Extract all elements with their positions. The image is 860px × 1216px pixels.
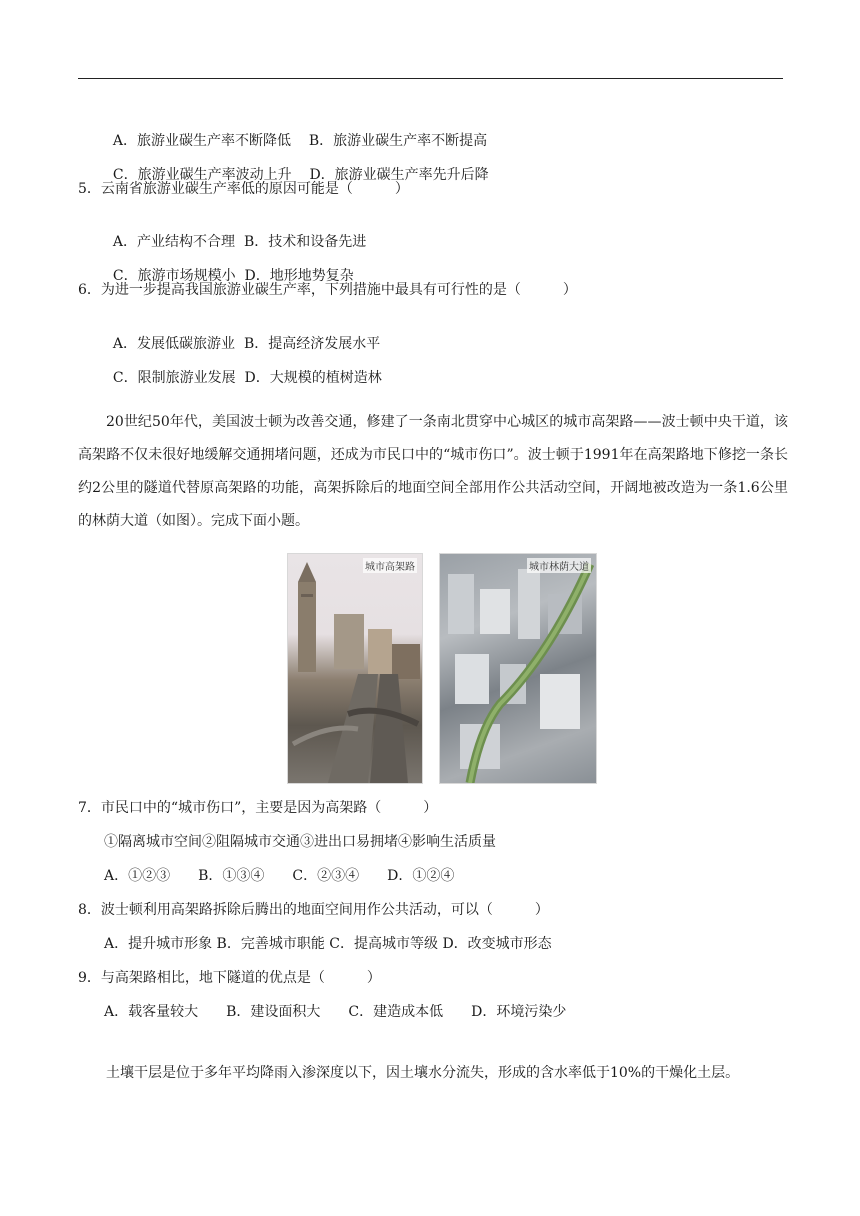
q5-option-c[interactable]: C．旅游市场规模小 (112, 268, 236, 284)
header-rule (78, 78, 783, 79)
q5-option-a[interactable]: A．产业结构不合理 (112, 234, 236, 250)
q8-options[interactable]: A．提升城市形象 B．完善城市职能 C．提高城市等级 D．改变城市形态 (104, 936, 552, 952)
q6-option-b[interactable]: B．提高经济发展水平 (243, 336, 381, 352)
elevated-road-photo (287, 553, 423, 784)
q5-stem: 5．云南省旅游业碳生产率低的原因可能是（ ） (78, 181, 409, 197)
elevated-road-caption: 城市高架路 (363, 558, 417, 573)
q9-stem: 9．与高架路相比，地下隧道的优点是（ ） (78, 970, 381, 986)
q7-stem: 7．市民口中的“城市伤口”，主要是因为高架路（ ） (78, 800, 438, 816)
passage-boston: 20世纪50年代，美国波士顿为改善交通，修建了一条南北贯穿中心城区的城市高架路——波士顿中央干道，该高架路不仅未很好地缓解交通拥堵问题，还成为市民口中的“城市伤口”。波士顿于1991年在高架路地下修挖一条长约2公里的隧道代替原高架路的功能，高架拆除后的地面空间全部用作公共活动空间，开阔地被改造为一条1.6公里的林荫大道（如图）。完成下面小题。 (78, 414, 788, 529)
greenway-caption: 城市林荫大道 (527, 558, 591, 573)
q5-option-d[interactable]: D．地形地势复杂 (244, 268, 354, 284)
passage-soil: 土壤干层是位于多年平均降雨入渗深度以下，因土壤水分流失，形成的含水率低于10%的干燥化土层。 (106, 1065, 740, 1081)
q7-statements: ①隔离城市空间②阻隔城市交通③进出口易拥堵④影响生活质量 (104, 834, 496, 850)
q5-option-b[interactable]: B．技术和设备先进 (243, 234, 367, 250)
q6-option-d[interactable]: D．大规模的植树造林 (244, 370, 382, 386)
q9-options[interactable]: A．载客量较大 B．建设面积大 C．建造成本低 D．环境污染少 (104, 1004, 567, 1020)
q4-option-c[interactable]: C．旅游业碳生产率波动上升 (112, 167, 292, 183)
q6-option-a[interactable]: A．发展低碳旅游业 (112, 336, 236, 352)
q4-option-b[interactable]: B．旅游业碳生产率不断提高 (308, 133, 488, 149)
q7-options[interactable]: A．①②③ B．①③④ C．②③④ D．①②④ (104, 868, 455, 884)
q8-stem: 8．波士顿利用高架路拆除后腾出的地面空间用作公共活动，可以（ ） (78, 902, 549, 918)
q6-option-c[interactable]: C．限制旅游业发展 (112, 370, 236, 386)
boston-figure (286, 553, 596, 783)
q6-option-row-2 (104, 348, 382, 388)
elevated-road-drawing (288, 554, 422, 783)
q4-option-a[interactable]: A．旅游业碳生产率不断降低 (112, 133, 292, 149)
greenway-photo (439, 553, 597, 784)
greenway-drawing (440, 554, 596, 783)
q6-stem: 6．为进一步提高我国旅游业碳生产率，下列措施中最具有可行性的是（ ） (78, 282, 577, 298)
q4-option-d[interactable]: D．旅游业碳生产率先升后降 (309, 167, 489, 183)
